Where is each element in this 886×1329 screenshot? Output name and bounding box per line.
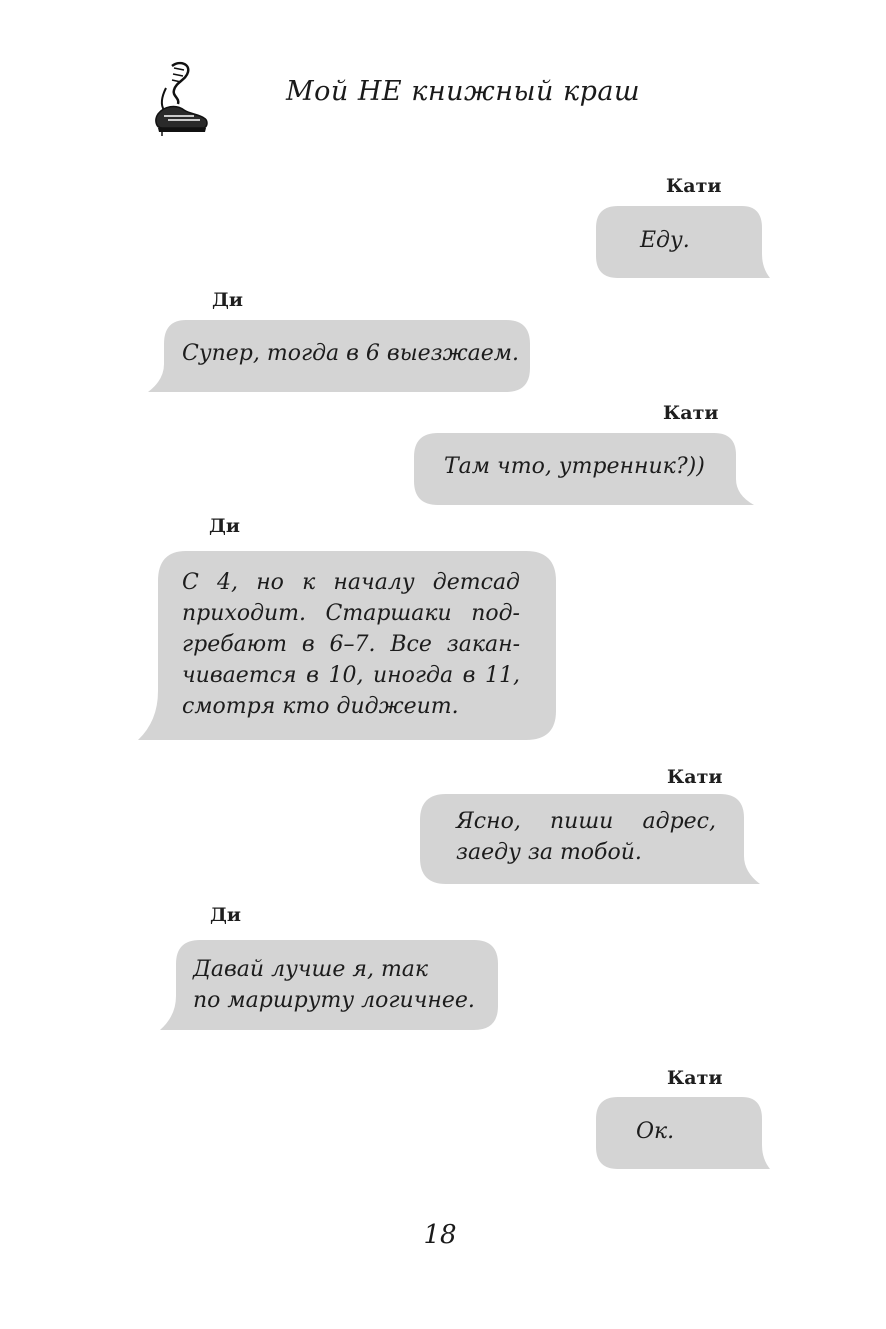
sender-name: Ди <box>212 289 243 311</box>
message-bubble-outgoing <box>596 1097 772 1169</box>
bubble-shape <box>596 1097 772 1169</box>
sender-name: Ди <box>210 904 241 926</box>
message-bubble-outgoing <box>414 433 754 505</box>
message-line: чивается в 10, иногда в 11, <box>182 663 520 688</box>
message-line: смотря кто диджеит. <box>182 694 459 719</box>
message-bubble-incoming <box>138 551 558 740</box>
message-line: Давай лучше я, так <box>193 957 429 982</box>
message-line: Еду. <box>640 228 690 253</box>
message-line: по маршруту логичнее. <box>193 988 475 1013</box>
message-bubble-outgoing <box>420 794 760 884</box>
message-line: заеду за тобой. <box>456 840 642 865</box>
page-number: 18 <box>423 1220 457 1250</box>
message-line: Супер, тогда в 6 выезжаем. <box>182 341 520 366</box>
message-line: Там что, утренник?)) <box>444 454 705 479</box>
message-line: приходит. Старшаки под- <box>182 601 520 626</box>
sender-name: Ди <box>209 515 240 537</box>
sender-name: Кати <box>666 175 722 197</box>
message-bubble-incoming <box>160 940 500 1030</box>
message-bubble-outgoing <box>596 206 772 278</box>
sender-name: Кати <box>667 766 723 788</box>
running-header-title: Мой НЕ книжный краш <box>286 76 641 107</box>
sender-name: Кати <box>667 1067 723 1089</box>
sneaker-icon <box>150 58 212 138</box>
sender-name: Кати <box>663 402 719 424</box>
message-bubble-incoming <box>148 320 532 392</box>
message-line: Ясно, пиши адрес, <box>456 809 716 834</box>
message-line: гребают в 6–7. Все закан- <box>182 632 520 657</box>
message-line: Ок. <box>636 1119 675 1144</box>
message-line: С 4, но к началу детсад <box>182 570 520 595</box>
